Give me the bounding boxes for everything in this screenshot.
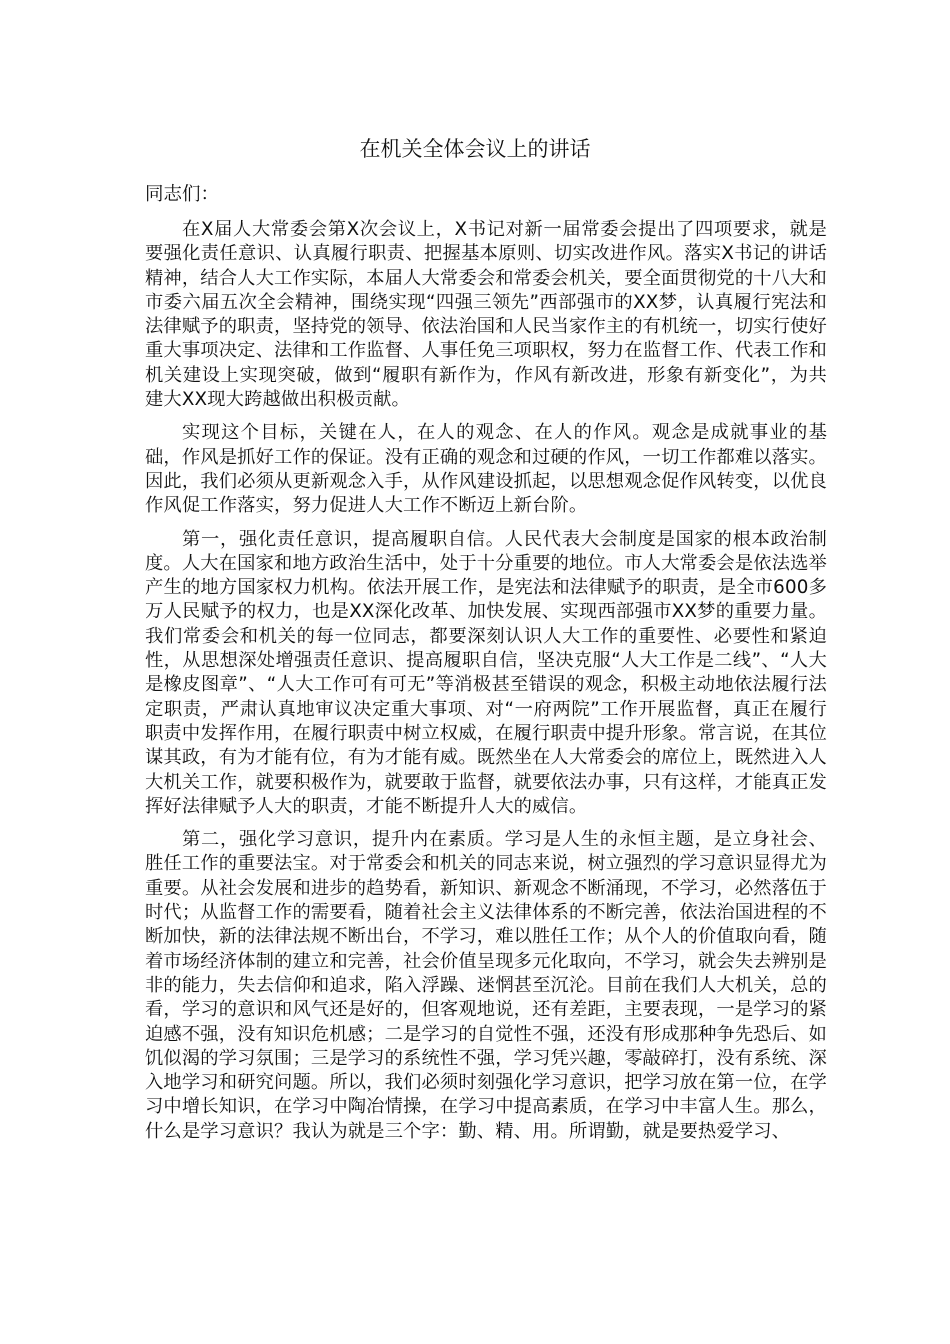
paragraph-1: 在X届人大常委会第X次会议上，X书记对新一届常委会提出了四项要求，就是要强化责任意识、认真履行职责、把握基本原则、切实改进作风。落实X书记的讲话精神，结合人大工作实际，本届人大常委会和常委会机关，要全面贯彻党的十八大和市委六届五次全会精神，围绕实现“四强三领先”西部强市的XX梦，认真履行宪法和法律赋予的职责，坚持党的领导、依法治国和人民当家作主的有机统一，切实行使好重大事项决定、法律和工作监督、人事任免三项职权，努力在监督工作、代表工作和机关建设上实现突破，做到“履职有新作为，作风有新改进，形象有新变化”，为共建大XX现大跨越做出积极贡献。	[145, 219, 827, 411]
document-body	[145, 218, 827, 1153]
paragraph-2: 实现这个目标，关键在人，在人的观念、在人的作风。观念是成就事业的基础，作风是抓好工作的保证。没有正确的观念和过硬的作风，一切工作都难以落实。因此，我们必须从更新观念入手，从作风建设抓起，以思想观念促作风转变，以优良作风促工作落实，努力促进人大工作不断迈上新台阶。	[145, 422, 827, 517]
paragraph-3: 第一，强化责任意识，提高履职自信。人民代表大会制度是国家的根本政治制度。人大在国家和地方政治生活中，处于十分重要的地位。市人大常委会是依法选举产生的地方国家权力机构。依法开展工作，是宪法和法律赋予的职责，是全市600多万人民赋予的权力，也是XX深化改革、加快发展、实现西部强市XX梦的重要力量。我们常委会和机关的每一位同志，都要深刻认识人大工作的重要性、必要性和紧迫性，从思想深处增强责任意识、提高履职自信，坚决克服“人大工作是二线”、“人大是橡皮图章”、“人大工作可有可无”等消极甚至错误的观念，积极主动地依法履行法定职责，严肃认真地审议决定重大事项、对“一府两院”工作开展监督，真正在履行职责中发挥作用，在履行职责中树立权威，在履行职责中提升形象。常言说，在其位谋其政，有为才能有位，有为才能有威。既然坐在人大常委会的席位上，既然进入人大机关工作，就要积极作为，就要敢于监督，就要依法办事，只有这样，才能真正发挥好法律赋予人大的职责，才能不断提升人大的威信。	[145, 528, 827, 817]
paragraph-4: 第二，强化学习意识，提升内在素质。学习是人生的永恒主题，是立身社会、胜任工作的重要法宝。对于常委会和机关的同志来说，树立强烈的学习意识显得尤为重要。从社会发展和进步的趋势看，新知识、新观念不断涌现，不学习，必然落伍于时代；从监督工作的需要看，随着社会主义法律体系的不断完善，依法治国进程的不断加快，新的法律法规不断出台，不学习，难以胜任工作；从个人的价值取向看，随着市场经济体制的建立和完善，社会价值呈现多元化取向，不学习，就会失去辨别是非的能力，失去信仰和追求，陷入浮躁、迷惘甚至沉沦。目前在我们人大机关，总的看，学习的意识和风气还是好的，但客观地说，还有差距，主要表现，一是学习的紧迫感不强，没有知识危机感；二是学习的自觉性不强，还没有形成那种争先恐后、如饥似渴的学习氛围；三是学习的系统性不强，学习凭兴趣，零敲碎打，没有系统、深入地学习和研究问题。所以，我们必须时刻强化学习意识，把学习放在第一位，在学习中增长知识，在学习中陶冶情操，在学习中提高素质，在学习中丰富人生。那么，什么是学习意识？我认为就是三个字：勤、精、用。所谓勤，就是要热爱学习、	[145, 829, 827, 1142]
document-title: 在机关全体会议上的讲话	[359, 137, 591, 161]
salutation: 同志们：	[145, 184, 220, 205]
